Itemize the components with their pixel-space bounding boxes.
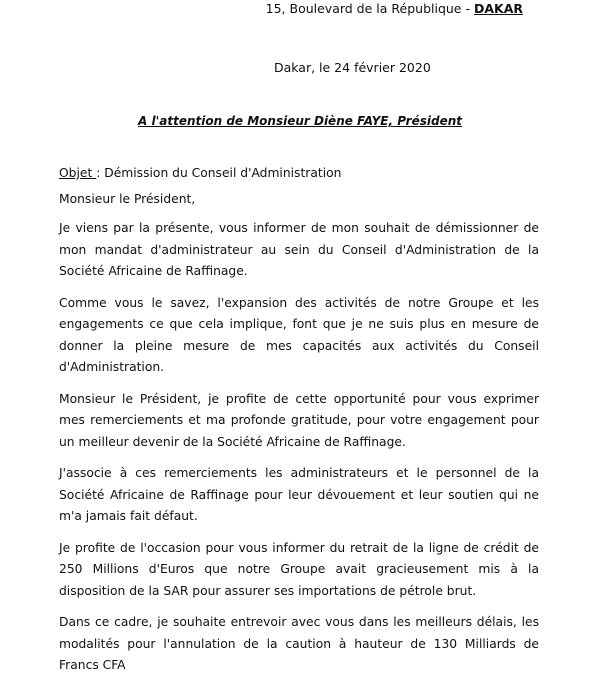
paragraph-4: J'associe à ces remerciements les administrateurs et le personnel de la Société Africaine de Raffinage pour leur dévouement et leur soutien qui ne m'a jamais fait défaut. — [59, 466, 539, 523]
address-line: 15, Boulevard de la République - — [265, 1, 474, 16]
sender-address — [0, 1, 523, 16]
attention-line: A l'attention de Monsieur Diène FAYE, Président — [138, 114, 462, 128]
paragraph-1: Je viens par la présente, vous informer de mon souhait de démissionner de mon mandat d'administrateur au sein du Conseil d'Administration de la Société Africaine de Raffinage. — [59, 221, 539, 278]
salutation: Monsieur le Président, — [59, 191, 196, 206]
letter-body — [59, 163, 539, 687]
letter-date: Dakar, le 24 février 2020 — [274, 60, 431, 75]
paragraph-6: Dans ce cadre, je souhaite entrevoir avec vous dans les meilleurs délais, les modalités pour l'annulation de la caution à hauteur de 130 Milliards de Francs CFA — [59, 615, 539, 672]
paragraph-3: Monsieur le Président, je profite de cette opportunité pour vous exprimer mes remerciements et ma profonde gratitude, pour votre engagement pour un meilleur devenir de la Société Africaine de Raffinage. — [59, 391, 539, 449]
subject-label: Objet — [59, 166, 97, 180]
subject-text: : Démission du Conseil d'Administration — [96, 166, 342, 180]
paragraph-5: Je profite de l'occasion pour vous informer du retrait de la ligne de crédit de 250 Millions d'Euros que notre Groupe avait gracieusement mis à la disposition de la SAR pour assurer ses importations de pétrole brut. — [59, 540, 539, 598]
address-city: DAKAR — [473, 1, 523, 16]
subject-line — [59, 163, 539, 185]
paragraph-2: Comme vous le savez, l'expansion des activités de notre Groupe et les engagements ce que cela implique, font que je ne suis plus en mesure de donner la pleine mesure de mes capacités aux activités du Conseil d'Administration. — [59, 295, 539, 374]
